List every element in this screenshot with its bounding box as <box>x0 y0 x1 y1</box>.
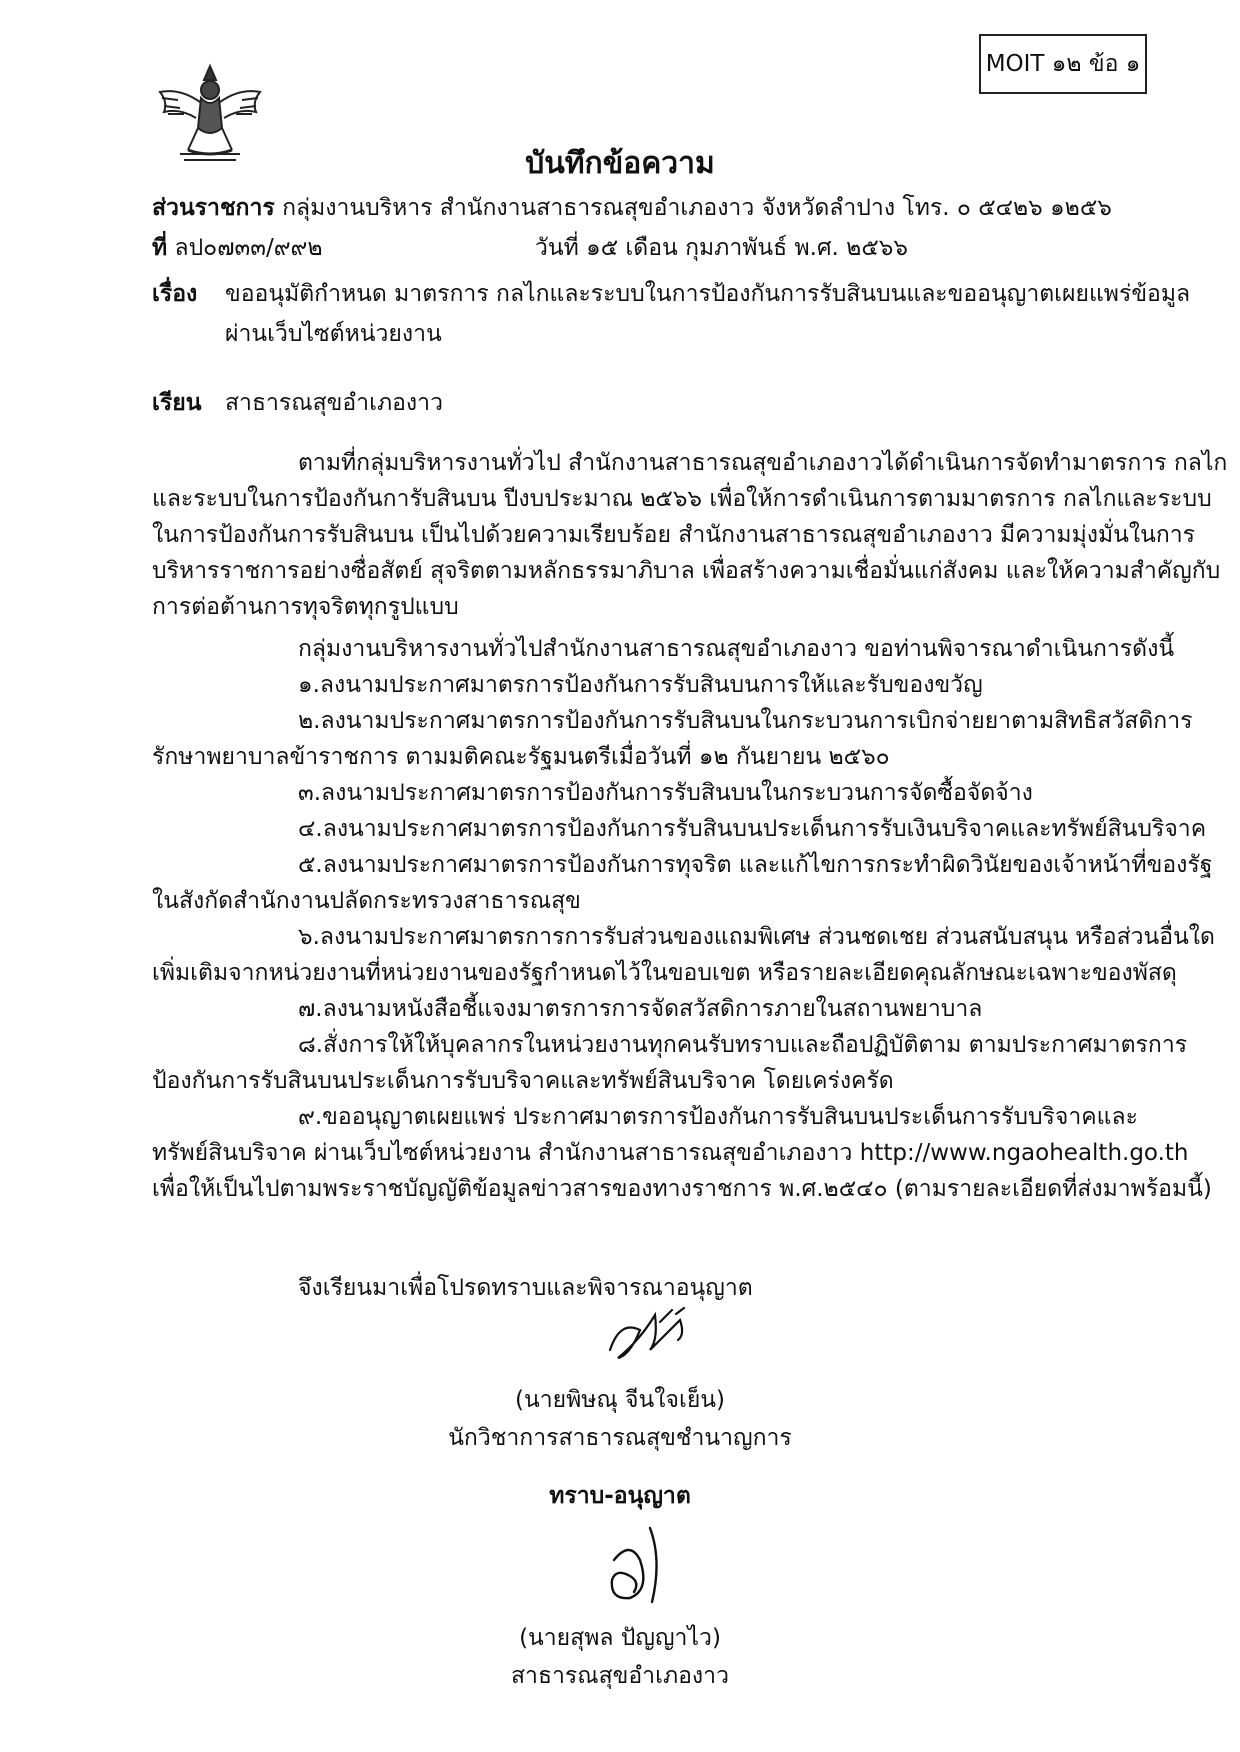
department-label: ส่วนราชการ <box>152 195 275 221</box>
department-value: กลุ่มงานบริหาร สำนักงานสาธารณสุขอำเภองาว จังหวัดลำปาง โทร. ๐ ๕๔๒๖ ๑๒๕๖ <box>282 195 1112 221</box>
list-item-2-cont: รักษาพยาบาลข้าราชการ ตามมติคณะรัฐมนตรีเมื่อวันที่ ๑๒ กันยายน ๒๕๖๐ <box>152 744 890 770</box>
subject-line-2: ผ่านเว็บไซต์หน่วยงาน <box>225 321 442 347</box>
paragraph-line: ตามที่กลุ่มบริหารงานทั่วไป สำนักงานสาธารณสุขอำเภองาวได้ดำเนินการจัดทำมาตรการ กลไก <box>298 450 1228 476</box>
signer-1-name: (นายพิษณุ จีนใจเย็น) <box>515 1387 725 1413</box>
date-text: วันที่ ๑๕ เดือน กุมภาพันธ์ พ.ศ. ๒๕๖๖ <box>535 235 908 261</box>
signature-2-icon <box>600 1520 670 1610</box>
paragraph-line: การต่อต้านการทุจริตทุกรูปแบบ <box>152 594 459 620</box>
list-item-9-cont: เพื่อให้เป็นไปตามพระราชบัญญัติข้อมูลข่าวสารของทางราชการ พ.ศ.๒๕๔๐ (ตามรายละเอียดที่ส่งมาพร้อมนี้) <box>152 1176 1212 1202</box>
list-item-5-cont: ในสังกัดสำนักงานปลัดกระทรวงสาธารณสุข <box>152 888 581 914</box>
list-item-7: ๗.ลงนามหนังสือชี้แจงมาตรการการจัดสวัสดิการภายในสถานพยาบาล <box>298 996 983 1022</box>
signer-2-position: สาธารณสุขอำเภองาว <box>511 1663 729 1689</box>
list-item-8: ๘.สั่งการให้ให้บุคลากรในหน่วยงานทุกคนรับทราบและถือปฏิบัติตาม ตามประกาศมาตรการ <box>298 1032 1188 1058</box>
approval-text: ทราบ-อนุญาต <box>549 1483 691 1509</box>
list-item-6: ๖.ลงนามประกาศมาตรการการรับส่วนของแถมพิเศษ ส่วนชดเชย ส่วนสนับสนุน หรือส่วนอื่นใด <box>298 924 1215 950</box>
paragraph-line: และระบบในการป้องกันการับสินบน ปีงบประมาณ ๒๕๖๖ เพื่อให้การดำเนินการตามมาตรการ กลไกและระบบ <box>152 486 1212 512</box>
list-item-4: ๔.ลงนามประกาศมาตรการป้องกันการรับสินบนประเด็นการรับเงินบริจาคและทรัพย์สินบริจาค <box>298 816 1207 842</box>
paragraph-line: ในการป้องกันการรับสินบน เป็นไปด้วยความเรียบร้อย สำนักงานสาธารณสุขอำเภองาว มีความมุ่งมั่นในการ <box>152 522 1196 548</box>
subject-label: เรื่อง <box>152 281 198 307</box>
list-item-9: ๙.ขออนุญาตเผยแพร่ ประกาศมาตรการป้องกันการรับสินบนประเด็นการรับบริจาคและ <box>298 1104 1138 1130</box>
reference-label: ที่ <box>152 235 168 261</box>
department-row <box>152 190 1112 226</box>
subject-line-1: ขออนุมัติกำหนด มาตรการ กลไกและระบบในการป้องกันการรับสินบนและขออนุญาตเผยแพร่ข้อมูล <box>225 281 1191 307</box>
closing-line: จึงเรียนมาเพื่อโปรดทราบและพิจารณาอนุญาต <box>298 1275 753 1301</box>
request-list <box>152 631 1215 1207</box>
reference-value: ลป๐๗๓๓/๙๙๒ <box>174 235 323 261</box>
list-item-3: ๓.ลงนามประกาศมาตรการป้องกันการรับสินบนในกระบวนการจัดซื้อจัดจ้าง <box>298 780 1033 806</box>
salutation-label: เรียน <box>152 390 202 416</box>
form-code-box <box>979 34 1147 94</box>
list-item-9-cont: ทรัพย์สินบริจาค ผ่านเว็บไซต์หน่วยงาน สำนักงานสาธารณสุขอำเภองาว http://www.ngaohealth.go.th <box>152 1140 1189 1166</box>
salutation-value: สาธารณสุขอำเภองาว <box>225 390 443 416</box>
request-intro: กลุ่มงานบริหารงานทั่วไปสำนักงานสาธารณสุขอำเภองาว ขอท่านพิจารณาดำเนินการดังนี้ <box>298 636 1175 662</box>
list-item-5: ๕.ลงนามประกาศมาตรการป้องกันการทุจริต และแก้ไขการกระทำผิดวินัยของเจ้าหน้าที่ของรัฐ <box>298 852 1213 878</box>
list-item-6-cont: เพิ่มเติมจากหน่วยงานที่หน่วยงานของรัฐกำหนดไว้ในขอบเขต หรือรายละเอียดคุณลักษณะเฉพาะของพัสดุ <box>152 960 1177 986</box>
list-item-2: ๒.ลงนามประกาศมาตรการป้องกันการรับสินบนในกระบวนการเบิกจ่ายยาตามสิทธิสวัสดิการ <box>298 708 1193 734</box>
signature-1-icon <box>600 1300 710 1370</box>
list-item-1: ๑.ลงนามประกาศมาตรการป้องกันการรับสินบนการให้และรับของขวัญ <box>298 672 983 698</box>
document-title: บันทึกข้อความ <box>525 146 715 181</box>
paragraph-line: บริหารราชการอย่างซื่อสัตย์ สุจริตตามหลักธรรมาภิบาล เพื่อสร้างความเชื่อมั่นแก่สังคม และให้ความสำคัญกับ <box>152 558 1221 584</box>
signer-1-position: นักวิชาการสาธารณสุขชำนาญการ <box>448 1425 792 1451</box>
form-code: MOIT ๑๒ ข้อ ๑ <box>985 51 1141 77</box>
reference-row <box>152 230 323 266</box>
body-paragraph-1 <box>152 445 1228 625</box>
list-item-8-cont: ป้องกันการรับสินบนประเด็นการรับบริจาคและทรัพย์สินบริจาค โดยเคร่งครัด <box>152 1068 894 1094</box>
signer-2-name: (นายสุพล ปัญญาไว) <box>519 1625 721 1651</box>
